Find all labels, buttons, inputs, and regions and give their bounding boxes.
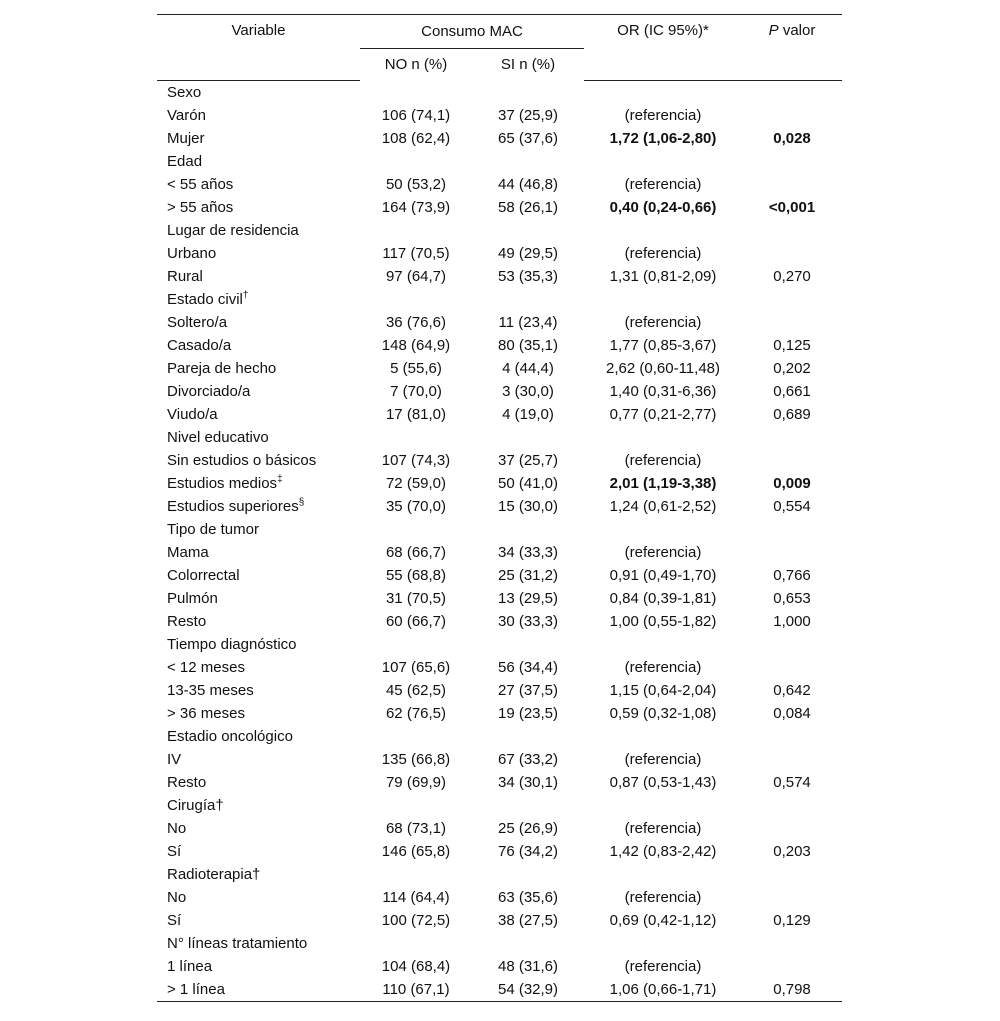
p-value-cell bbox=[742, 173, 842, 196]
no-count-cell: 68 (66,7) bbox=[385, 544, 447, 561]
footnote-mark: § bbox=[298, 497, 305, 508]
table-row bbox=[157, 587, 842, 610]
row-label: > 55 años bbox=[167, 199, 234, 216]
si-count-cell bbox=[472, 725, 584, 748]
p-value-cell: 0,202 bbox=[773, 360, 811, 377]
row-label-cell bbox=[157, 150, 360, 173]
row-label: N° líneas tratamiento bbox=[167, 935, 308, 952]
table-row bbox=[157, 449, 842, 472]
odds-ratio-cell bbox=[584, 518, 742, 541]
no-count-cell: 72 (59,0) bbox=[385, 475, 447, 492]
row-label-cell bbox=[157, 81, 360, 105]
table-row bbox=[157, 771, 842, 794]
odds-ratio-cell: 2,01 (1,19-3,38) bbox=[609, 475, 717, 492]
p-value-cell bbox=[742, 633, 842, 656]
row-label-cell bbox=[157, 426, 360, 449]
row-label: Pulmón bbox=[167, 590, 218, 607]
si-count-cell: 25 (26,9) bbox=[497, 820, 559, 837]
odds-ratio-cell: (referencia) bbox=[624, 751, 702, 768]
row-label-cell bbox=[157, 656, 360, 679]
no-count-cell: 104 (68,4) bbox=[381, 958, 451, 975]
no-count-cell: 108 (62,4) bbox=[381, 130, 451, 147]
table-row bbox=[157, 610, 842, 633]
row-label: Pareja de hecho bbox=[167, 360, 277, 377]
row-label: Casado/a bbox=[167, 337, 232, 354]
no-count-cell: 135 (66,8) bbox=[381, 751, 451, 768]
odds-ratio-cell bbox=[584, 150, 742, 173]
si-count-cell: 76 (34,2) bbox=[497, 843, 559, 860]
table-row bbox=[157, 265, 842, 288]
p-value-cell: 0,766 bbox=[773, 567, 811, 584]
row-label-cell bbox=[157, 104, 360, 127]
no-count-cell bbox=[360, 633, 472, 656]
odds-ratio-cell: 0,84 (0,39-1,81) bbox=[609, 590, 717, 607]
row-label: Edad bbox=[167, 153, 203, 170]
row-label: Sí bbox=[167, 912, 182, 929]
table-row bbox=[157, 817, 842, 840]
table-row bbox=[157, 81, 842, 105]
row-label-cell bbox=[157, 403, 360, 426]
si-count-cell: 63 (35,6) bbox=[497, 889, 559, 906]
no-count-cell: 7 (70,0) bbox=[390, 383, 442, 400]
odds-ratio-cell: (referencia) bbox=[624, 958, 702, 975]
table-row bbox=[157, 702, 842, 725]
table-body bbox=[157, 81, 842, 1002]
si-count-cell: 48 (31,6) bbox=[497, 958, 559, 975]
p-value-cell bbox=[742, 541, 842, 564]
results-table bbox=[157, 14, 842, 1002]
table-row bbox=[157, 196, 842, 219]
row-label: Resto bbox=[167, 774, 207, 791]
row-label: Estudios superiores bbox=[167, 498, 299, 515]
table-header bbox=[157, 15, 842, 81]
p-value-cell: 0,554 bbox=[773, 498, 811, 515]
no-count-cell: 79 (69,9) bbox=[385, 774, 447, 791]
no-count-cell bbox=[360, 725, 472, 748]
si-count-cell bbox=[472, 932, 584, 955]
footnote-mark: ‡ bbox=[277, 474, 283, 485]
odds-ratio-cell: 0,77 (0,21-2,77) bbox=[609, 406, 717, 423]
no-count-cell: 146 (65,8) bbox=[381, 843, 451, 860]
table-row bbox=[157, 909, 842, 932]
row-label-cell bbox=[157, 771, 360, 794]
odds-ratio-cell bbox=[584, 725, 742, 748]
p-value-cell: 0,653 bbox=[773, 590, 811, 607]
row-label-cell bbox=[157, 978, 360, 1002]
si-count-cell bbox=[472, 518, 584, 541]
no-count-cell: 17 (81,0) bbox=[385, 406, 447, 423]
no-count-cell: 106 (74,1) bbox=[381, 107, 451, 124]
si-count-cell: 37 (25,9) bbox=[497, 107, 559, 124]
table-row bbox=[157, 748, 842, 771]
si-count-cell bbox=[472, 794, 584, 817]
odds-ratio-cell: 1,72 (1,06-2,80) bbox=[609, 130, 717, 147]
si-count-cell: 54 (32,9) bbox=[472, 978, 584, 1002]
table-row bbox=[157, 219, 842, 242]
odds-ratio-cell: 0,69 (0,42-1,12) bbox=[609, 912, 717, 929]
si-count-cell: 38 (27,5) bbox=[497, 912, 559, 929]
row-label: < 12 meses bbox=[167, 659, 245, 676]
odds-ratio-cell: 1,42 (0,83-2,42) bbox=[609, 843, 717, 860]
odds-ratio-cell: 0,87 (0,53-1,43) bbox=[609, 774, 717, 791]
table-row bbox=[157, 311, 842, 334]
row-label: Rural bbox=[167, 268, 203, 285]
row-label: 13-35 meses bbox=[167, 682, 254, 699]
table-row bbox=[157, 541, 842, 564]
si-count-cell: 80 (35,1) bbox=[497, 337, 559, 354]
p-value-cell: 0,125 bbox=[773, 337, 811, 354]
row-label: Sí bbox=[167, 843, 182, 860]
si-count-cell: 4 (19,0) bbox=[502, 406, 554, 423]
table-row bbox=[157, 357, 842, 380]
si-count-cell: 11 (23,4) bbox=[498, 314, 558, 331]
row-label: 1 línea bbox=[167, 958, 213, 975]
row-label: Cirugía† bbox=[167, 797, 224, 814]
odds-ratio-cell: (referencia) bbox=[624, 314, 702, 331]
odds-ratio-cell bbox=[584, 426, 742, 449]
row-label-cell bbox=[157, 541, 360, 564]
row-label-cell bbox=[157, 518, 360, 541]
no-count-cell bbox=[360, 863, 472, 886]
no-count-cell bbox=[360, 794, 472, 817]
no-count-cell: 107 (65,6) bbox=[381, 659, 451, 676]
p-value-cell bbox=[742, 426, 842, 449]
header-p-italic: P bbox=[768, 22, 779, 39]
no-count-cell: 62 (76,5) bbox=[385, 705, 447, 722]
no-count-cell bbox=[360, 288, 472, 311]
p-value-cell bbox=[742, 104, 842, 127]
odds-ratio-cell: (referencia) bbox=[624, 889, 702, 906]
si-count-cell bbox=[472, 863, 584, 886]
no-count-cell: 31 (70,5) bbox=[385, 590, 447, 607]
no-count-cell: 68 (73,1) bbox=[385, 820, 447, 837]
p-value-cell: 0,689 bbox=[773, 406, 811, 423]
odds-ratio-cell: 1,40 (0,31-6,36) bbox=[609, 383, 717, 400]
odds-ratio-cell: 2,62 (0,60-11,48) bbox=[606, 360, 720, 377]
odds-ratio-cell: 1,15 (0,64-2,04) bbox=[609, 682, 717, 699]
table-row bbox=[157, 518, 842, 541]
p-value-cell: 0,028 bbox=[773, 130, 811, 147]
no-count-cell: 60 (66,7) bbox=[385, 613, 447, 630]
row-label: Urbano bbox=[167, 245, 217, 262]
no-count-cell bbox=[360, 81, 472, 105]
p-value-cell bbox=[742, 311, 842, 334]
p-value-cell bbox=[742, 725, 842, 748]
no-count-cell bbox=[360, 150, 472, 173]
row-label: Resto bbox=[167, 613, 207, 630]
odds-ratio-cell: (referencia) bbox=[624, 452, 702, 469]
row-label-cell bbox=[157, 219, 360, 242]
si-count-cell bbox=[472, 219, 584, 242]
row-label: Mama bbox=[167, 544, 209, 561]
row-label: Radioterapia† bbox=[167, 866, 261, 883]
table-row bbox=[157, 656, 842, 679]
no-count-cell: 164 (73,9) bbox=[381, 199, 451, 216]
si-count-cell: 56 (34,4) bbox=[497, 659, 559, 676]
odds-ratio-cell: 1,31 (0,81-2,09) bbox=[609, 268, 717, 285]
table-row bbox=[157, 472, 842, 495]
row-label: > 36 meses bbox=[167, 705, 245, 722]
row-label-cell bbox=[157, 127, 360, 150]
row-label: Soltero/a bbox=[167, 314, 228, 331]
si-count-cell: 67 (33,2) bbox=[497, 751, 559, 768]
p-value-cell: 0,129 bbox=[773, 912, 811, 929]
table-row bbox=[157, 564, 842, 587]
no-count-cell bbox=[360, 518, 472, 541]
row-label: Lugar de residencia bbox=[167, 222, 299, 239]
row-label-cell bbox=[157, 725, 360, 748]
row-label-cell bbox=[157, 840, 360, 863]
no-count-cell: 35 (70,0) bbox=[385, 498, 447, 515]
row-label: Estudios medios bbox=[167, 475, 278, 492]
row-label-cell bbox=[157, 334, 360, 357]
table-row bbox=[157, 403, 842, 426]
odds-ratio-cell: 1,24 (0,61-2,52) bbox=[609, 498, 717, 515]
si-count-cell: 30 (33,3) bbox=[497, 613, 559, 630]
odds-ratio-cell bbox=[584, 81, 742, 105]
table-row bbox=[157, 104, 842, 127]
row-label-cell bbox=[157, 449, 360, 472]
p-value-cell bbox=[742, 150, 842, 173]
no-count-cell: 107 (74,3) bbox=[381, 452, 451, 469]
table-row bbox=[157, 334, 842, 357]
no-count-cell: 110 (67,1) bbox=[360, 978, 472, 1002]
odds-ratio-cell bbox=[584, 863, 742, 886]
p-value-cell bbox=[742, 288, 842, 311]
si-count-cell: 49 (29,5) bbox=[497, 245, 559, 262]
table-row bbox=[157, 380, 842, 403]
row-label: < 55 años bbox=[167, 176, 234, 193]
row-label: Tipo de tumor bbox=[167, 521, 259, 538]
si-count-cell: 53 (35,3) bbox=[497, 268, 559, 285]
p-value-cell: 0,574 bbox=[773, 774, 811, 791]
si-count-cell bbox=[472, 81, 584, 105]
odds-ratio-cell bbox=[584, 633, 742, 656]
p-value-cell bbox=[742, 955, 842, 978]
no-count-cell bbox=[360, 932, 472, 955]
header-si: SI n (%) bbox=[500, 56, 556, 73]
row-label-cell bbox=[157, 863, 360, 886]
table-row bbox=[157, 886, 842, 909]
no-count-cell: 5 (55,6) bbox=[390, 360, 442, 377]
row-label-cell bbox=[157, 633, 360, 656]
p-value-cell: 1,000 bbox=[773, 613, 811, 630]
odds-ratio-cell bbox=[584, 932, 742, 955]
si-count-cell bbox=[472, 426, 584, 449]
header-p-rest: valor bbox=[778, 22, 816, 39]
table-row bbox=[157, 932, 842, 955]
header-p-valor bbox=[742, 15, 842, 81]
row-label: Estadio oncológico bbox=[167, 728, 293, 745]
row-label-cell bbox=[157, 794, 360, 817]
row-label-cell bbox=[157, 472, 360, 495]
no-count-cell: 36 (76,6) bbox=[385, 314, 447, 331]
row-label-cell bbox=[157, 702, 360, 725]
odds-ratio-cell: (referencia) bbox=[624, 544, 702, 561]
odds-ratio-cell: (referencia) bbox=[624, 245, 702, 262]
row-label-cell bbox=[157, 288, 360, 311]
row-label: Sin estudios o básicos bbox=[167, 452, 317, 469]
row-label: IV bbox=[167, 751, 182, 768]
si-count-cell: 34 (33,3) bbox=[497, 544, 559, 561]
si-count-cell: 27 (37,5) bbox=[497, 682, 559, 699]
table-row bbox=[157, 495, 842, 518]
no-count-cell bbox=[360, 219, 472, 242]
row-label-cell bbox=[157, 380, 360, 403]
odds-ratio-cell: 0,91 (0,49-1,70) bbox=[609, 567, 717, 584]
row-label: > 1 línea bbox=[167, 981, 225, 998]
row-label-cell bbox=[157, 564, 360, 587]
table-row bbox=[157, 288, 842, 311]
row-label-cell bbox=[157, 679, 360, 702]
no-count-cell: 100 (72,5) bbox=[381, 912, 451, 929]
si-count-cell: 37 (25,7) bbox=[497, 452, 559, 469]
odds-ratio-cell bbox=[584, 219, 742, 242]
no-count-cell: 55 (68,8) bbox=[385, 567, 447, 584]
odds-ratio-cell bbox=[584, 288, 742, 311]
table-row bbox=[157, 955, 842, 978]
row-label-cell bbox=[157, 817, 360, 840]
p-value-cell bbox=[742, 817, 842, 840]
row-label: Colorrectal bbox=[167, 567, 240, 584]
odds-ratio-cell: (referencia) bbox=[624, 820, 702, 837]
si-count-cell: 50 (41,0) bbox=[497, 475, 559, 492]
odds-ratio-cell: (referencia) bbox=[624, 176, 702, 193]
odds-ratio-cell: 1,77 (0,85-3,67) bbox=[609, 337, 717, 354]
p-value-cell: 0,798 bbox=[742, 978, 842, 1002]
row-label-cell bbox=[157, 886, 360, 909]
no-count-cell bbox=[360, 426, 472, 449]
si-count-cell bbox=[472, 150, 584, 173]
p-value-cell bbox=[742, 794, 842, 817]
p-value-cell: 0,642 bbox=[773, 682, 811, 699]
table-row bbox=[157, 794, 842, 817]
row-label-cell bbox=[157, 932, 360, 955]
table-row bbox=[157, 863, 842, 886]
header-no: NO n (%) bbox=[384, 56, 448, 73]
p-value-cell: 0,661 bbox=[773, 383, 811, 400]
row-label: Nivel educativo bbox=[167, 429, 269, 446]
odds-ratio-cell bbox=[584, 794, 742, 817]
row-label: No bbox=[167, 889, 187, 906]
table-row bbox=[157, 978, 842, 1002]
odds-ratio-cell: 0,59 (0,32-1,08) bbox=[609, 705, 717, 722]
footnote-mark: † bbox=[242, 290, 249, 301]
row-label-cell bbox=[157, 495, 360, 518]
table-row bbox=[157, 242, 842, 265]
table-row bbox=[157, 679, 842, 702]
row-label-cell bbox=[157, 357, 360, 380]
si-count-cell bbox=[472, 288, 584, 311]
odds-ratio-cell: 0,40 (0,24-0,66) bbox=[609, 199, 717, 216]
row-label: Sexo bbox=[167, 84, 202, 101]
table-row bbox=[157, 150, 842, 173]
si-count-cell: 4 (44,4) bbox=[502, 360, 554, 377]
row-label: Mujer bbox=[167, 130, 205, 147]
row-label-cell bbox=[157, 909, 360, 932]
odds-ratio-cell: 1,00 (0,55-1,82) bbox=[609, 613, 717, 630]
row-label-cell bbox=[157, 173, 360, 196]
p-value-cell: <0,001 bbox=[768, 199, 816, 216]
si-count-cell: 65 (37,6) bbox=[497, 130, 559, 147]
no-count-cell: 117 (70,5) bbox=[382, 245, 450, 262]
table-row bbox=[157, 426, 842, 449]
p-value-cell: 0,270 bbox=[773, 268, 811, 285]
row-label: Divorciado/a bbox=[167, 383, 251, 400]
si-count-cell: 34 (30,1) bbox=[497, 774, 559, 791]
no-count-cell: 148 (64,9) bbox=[381, 337, 451, 354]
table-row bbox=[157, 725, 842, 748]
si-count-cell: 44 (46,8) bbox=[497, 176, 559, 193]
table-row bbox=[157, 173, 842, 196]
row-label-cell bbox=[157, 587, 360, 610]
row-label-cell bbox=[157, 955, 360, 978]
row-label-cell bbox=[157, 265, 360, 288]
table-row bbox=[157, 840, 842, 863]
row-label: Varón bbox=[167, 107, 206, 124]
row-label-cell bbox=[157, 610, 360, 633]
p-value-cell bbox=[742, 242, 842, 265]
table-row bbox=[157, 633, 842, 656]
no-count-cell: 45 (62,5) bbox=[385, 682, 447, 699]
p-value-cell bbox=[742, 886, 842, 909]
header-consumo-mac: Consumo MAC bbox=[360, 15, 584, 49]
row-label: Viudo/a bbox=[167, 406, 218, 423]
row-label: No bbox=[167, 820, 187, 837]
p-value-cell bbox=[742, 932, 842, 955]
si-count-cell: 25 (31,2) bbox=[497, 567, 559, 584]
row-label-cell bbox=[157, 242, 360, 265]
row-label: Estado civil bbox=[167, 291, 243, 308]
p-value-cell: 0,009 bbox=[773, 475, 811, 492]
no-count-cell: 50 (53,2) bbox=[385, 176, 447, 193]
results-table-container bbox=[157, 14, 842, 1002]
p-value-cell bbox=[742, 81, 842, 105]
si-count-cell: 3 (30,0) bbox=[502, 383, 554, 400]
row-label-cell bbox=[157, 196, 360, 219]
row-label-cell bbox=[157, 748, 360, 771]
header-variable: Variable bbox=[157, 15, 360, 81]
table-row bbox=[157, 127, 842, 150]
si-count-cell: 58 (26,1) bbox=[497, 199, 559, 216]
row-label: Tiempo diagnóstico bbox=[167, 636, 297, 653]
p-value-cell bbox=[742, 219, 842, 242]
si-count-cell bbox=[472, 633, 584, 656]
header-or-ic: OR (IC 95%)* bbox=[584, 15, 742, 81]
p-value-cell bbox=[742, 656, 842, 679]
odds-ratio-cell: 1,06 (0,66-1,71) bbox=[584, 978, 742, 1002]
p-value-cell: 0,084 bbox=[773, 705, 811, 722]
p-value-cell: 0,203 bbox=[773, 843, 811, 860]
odds-ratio-cell: (referencia) bbox=[624, 659, 702, 676]
p-value-cell bbox=[742, 518, 842, 541]
p-value-cell bbox=[742, 863, 842, 886]
p-value-cell bbox=[742, 449, 842, 472]
si-count-cell: 13 (29,5) bbox=[497, 590, 559, 607]
odds-ratio-cell: (referencia) bbox=[624, 107, 702, 124]
p-value-cell bbox=[742, 748, 842, 771]
row-label-cell bbox=[157, 311, 360, 334]
si-count-cell: 15 (30,0) bbox=[497, 498, 559, 515]
no-count-cell: 97 (64,7) bbox=[385, 268, 447, 285]
no-count-cell: 114 (64,4) bbox=[382, 889, 450, 906]
si-count-cell: 19 (23,5) bbox=[497, 705, 559, 722]
